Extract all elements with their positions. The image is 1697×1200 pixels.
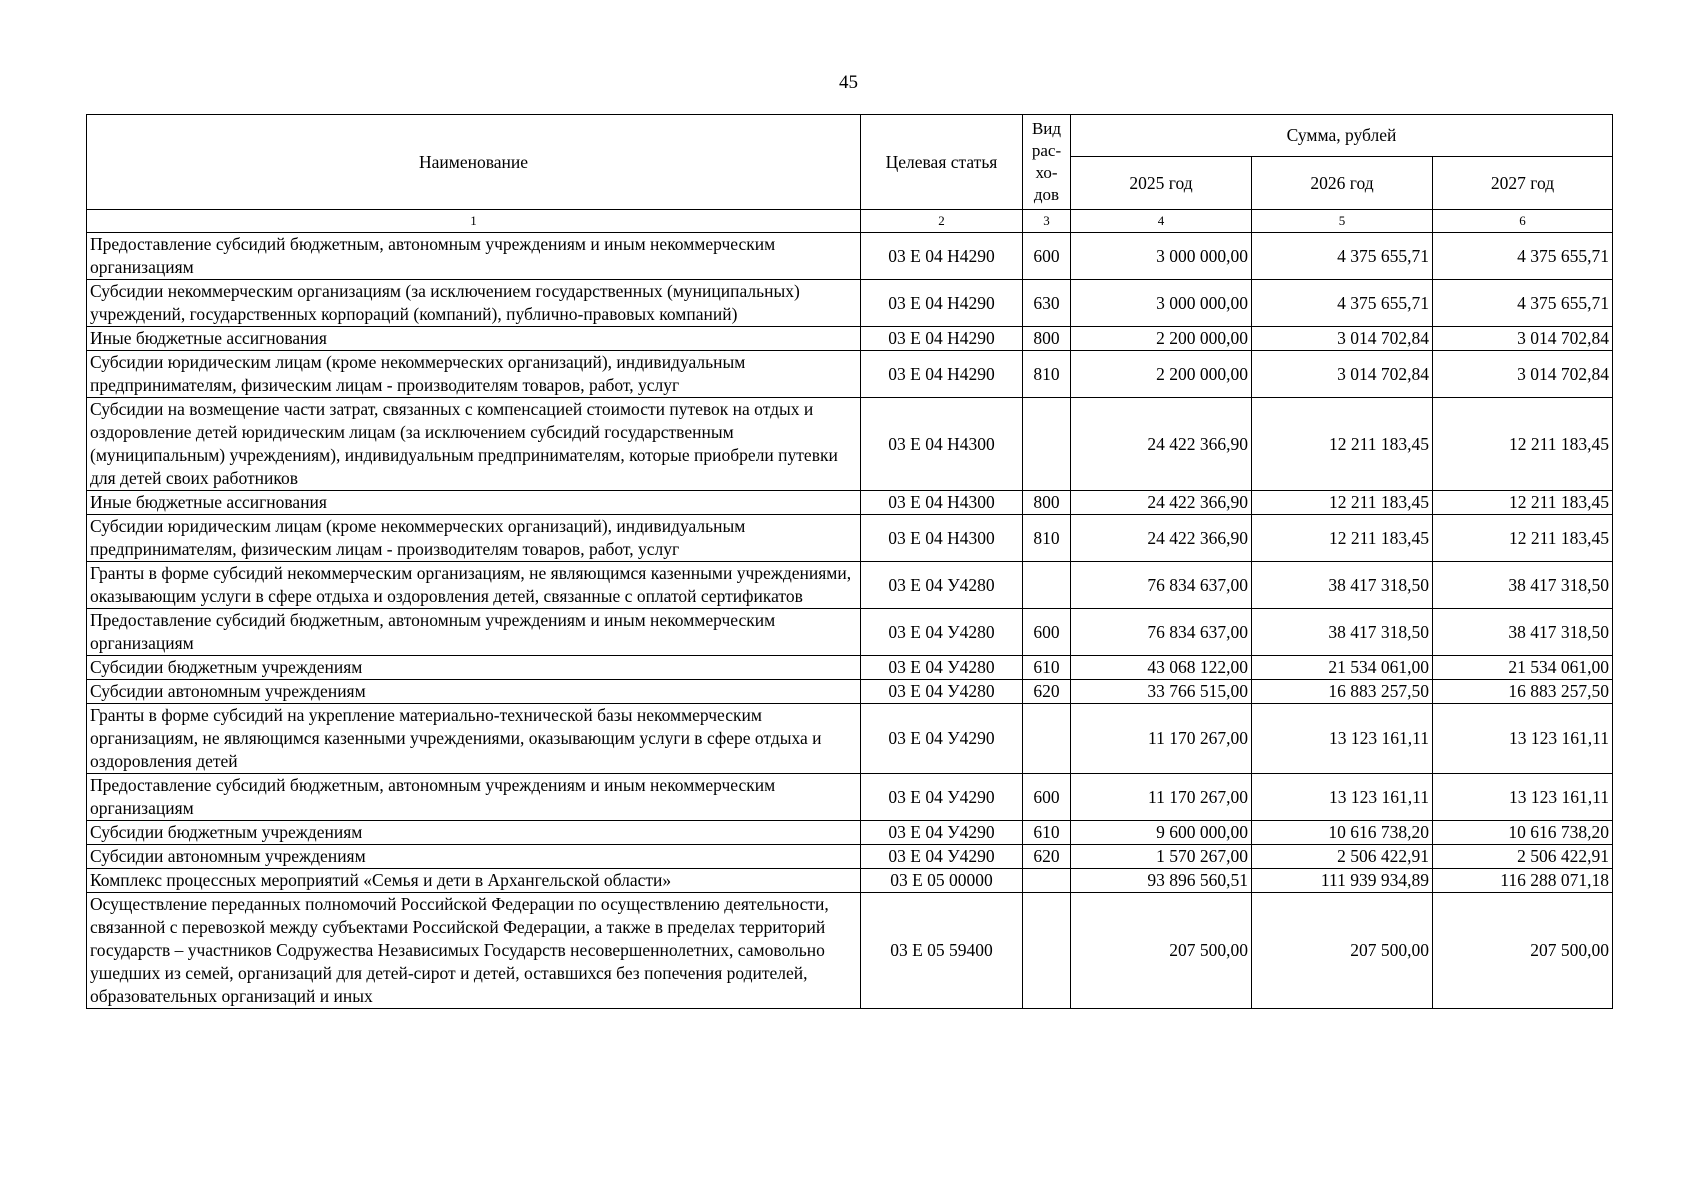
row-target-article: 03 Е 04 Н4300 <box>861 398 1023 491</box>
column-number: 6 <box>1433 210 1613 233</box>
row-sum-2025: 3 000 000,00 <box>1071 280 1252 327</box>
table-row <box>87 680 1613 704</box>
table-row <box>87 821 1613 845</box>
row-sum-2027: 13 123 161,11 <box>1433 774 1613 821</box>
table-row <box>87 280 1613 327</box>
header-expense-type: Вид рас-хо-дов <box>1023 115 1071 210</box>
row-expense-type <box>1023 704 1071 774</box>
row-name: Иные бюджетные ассигнования <box>87 491 861 515</box>
table-row <box>87 515 1613 562</box>
row-expense-type: 800 <box>1023 491 1071 515</box>
row-target-article: 03 Е 04 У4290 <box>861 704 1023 774</box>
row-sum-2026: 10 616 738,20 <box>1252 821 1433 845</box>
row-target-article: 03 Е 04 У4280 <box>861 680 1023 704</box>
row-expense-type: 630 <box>1023 280 1071 327</box>
row-target-article: 03 Е 04 Н4300 <box>861 491 1023 515</box>
row-sum-2025: 24 422 366,90 <box>1071 515 1252 562</box>
table-row <box>87 609 1613 656</box>
row-target-article: 03 Е 04 У4290 <box>861 821 1023 845</box>
row-sum-2026: 4 375 655,71 <box>1252 280 1433 327</box>
row-expense-type <box>1023 893 1071 1009</box>
row-sum-2026: 2 506 422,91 <box>1252 845 1433 869</box>
row-sum-2025: 3 000 000,00 <box>1071 233 1252 280</box>
row-name: Субсидии некоммерческим организациям (за исключением государственных (муниципальных) учреждений, государственных корпораций (компаний), публично-правовых компаний) <box>87 280 861 327</box>
row-sum-2026: 111 939 934,89 <box>1252 869 1433 893</box>
row-target-article: 03 Е 05 00000 <box>861 869 1023 893</box>
row-sum-2027: 12 211 183,45 <box>1433 515 1613 562</box>
row-sum-2025: 93 896 560,51 <box>1071 869 1252 893</box>
row-sum-2027: 4 375 655,71 <box>1433 280 1613 327</box>
row-sum-2027: 3 014 702,84 <box>1433 327 1613 351</box>
column-number: 2 <box>861 210 1023 233</box>
row-sum-2025: 11 170 267,00 <box>1071 774 1252 821</box>
row-name: Гранты в форме субсидий некоммерческим организациям, не являющимся казенными учреждениями, оказывающим услуги в сфере отдыха и оздоровления детей, связанные с оплатой сертификатов <box>87 562 861 609</box>
row-sum-2025: 24 422 366,90 <box>1071 398 1252 491</box>
column-number: 3 <box>1023 210 1071 233</box>
row-sum-2026: 13 123 161,11 <box>1252 774 1433 821</box>
row-target-article: 03 Е 04 У4280 <box>861 656 1023 680</box>
row-sum-2026: 38 417 318,50 <box>1252 609 1433 656</box>
table-row <box>87 233 1613 280</box>
row-name: Предоставление субсидий бюджетным, автономным учреждениям и иным некоммерческим организациям <box>87 609 861 656</box>
header-sum: Сумма, рублей <box>1071 115 1613 157</box>
row-name: Субсидии на возмещение части затрат, связанных с компенсацией стоимости путевок на отдых и оздоровление детей юридическим лицам (за исключением субсидий государственным (муниципальным) учреждениям), индивидуальным предпринимателям, которые приобрели путевки для детей своих работников <box>87 398 861 491</box>
row-expense-type: 810 <box>1023 515 1071 562</box>
row-sum-2027: 16 883 257,50 <box>1433 680 1613 704</box>
row-sum-2025: 9 600 000,00 <box>1071 821 1252 845</box>
row-sum-2026: 207 500,00 <box>1252 893 1433 1009</box>
row-sum-2026: 21 534 061,00 <box>1252 656 1433 680</box>
row-target-article: 03 Е 04 Н4290 <box>861 327 1023 351</box>
row-target-article: 03 Е 04 Н4290 <box>861 351 1023 398</box>
row-sum-2027: 12 211 183,45 <box>1433 398 1613 491</box>
row-expense-type <box>1023 398 1071 491</box>
row-name: Субсидии бюджетным учреждениям <box>87 821 861 845</box>
row-expense-type: 620 <box>1023 680 1071 704</box>
header-year-2027: 2027 год <box>1433 157 1613 210</box>
table-row <box>87 704 1613 774</box>
row-expense-type: 600 <box>1023 233 1071 280</box>
row-sum-2027: 10 616 738,20 <box>1433 821 1613 845</box>
row-target-article: 03 Е 04 У4290 <box>861 774 1023 821</box>
row-sum-2026: 13 123 161,11 <box>1252 704 1433 774</box>
row-name: Гранты в форме субсидий на укрепление материально-технической базы некоммерческим организациям, не являющимся казенными учреждениями, оказывающим услуги в сфере отдыха и оздоровления детей <box>87 704 861 774</box>
column-number: 1 <box>87 210 861 233</box>
row-sum-2025: 1 570 267,00 <box>1071 845 1252 869</box>
row-target-article: 03 Е 04 У4290 <box>861 845 1023 869</box>
table-row <box>87 327 1613 351</box>
page-number: 45 <box>839 72 858 93</box>
row-sum-2026: 16 883 257,50 <box>1252 680 1433 704</box>
row-name: Субсидии автономным учреждениям <box>87 680 861 704</box>
row-expense-type: 600 <box>1023 774 1071 821</box>
row-name: Субсидии юридическим лицам (кроме некоммерческих организаций), индивидуальным предпринимателям, физическим лицам - производителям товаров, работ, услуг <box>87 515 861 562</box>
column-number: 5 <box>1252 210 1433 233</box>
row-sum-2027: 38 417 318,50 <box>1433 609 1613 656</box>
row-sum-2025: 11 170 267,00 <box>1071 704 1252 774</box>
row-target-article: 03 Е 04 У4280 <box>861 609 1023 656</box>
row-sum-2025: 76 834 637,00 <box>1071 562 1252 609</box>
table-body <box>87 233 1613 1009</box>
row-sum-2027: 13 123 161,11 <box>1433 704 1613 774</box>
table-row <box>87 656 1613 680</box>
row-sum-2025: 24 422 366,90 <box>1071 491 1252 515</box>
row-name: Комплекс процессных мероприятий «Семья и дети в Архангельской области» <box>87 869 861 893</box>
row-sum-2026: 3 014 702,84 <box>1252 351 1433 398</box>
table-row <box>87 893 1613 1009</box>
row-name: Иные бюджетные ассигнования <box>87 327 861 351</box>
row-sum-2025: 207 500,00 <box>1071 893 1252 1009</box>
header-year-2025: 2025 год <box>1071 157 1252 210</box>
row-target-article: 03 Е 04 Н4290 <box>861 233 1023 280</box>
row-expense-type: 610 <box>1023 656 1071 680</box>
row-sum-2025: 2 200 000,00 <box>1071 351 1252 398</box>
row-name: Предоставление субсидий бюджетным, автономным учреждениям и иным некоммерческим организациям <box>87 233 861 280</box>
row-sum-2025: 33 766 515,00 <box>1071 680 1252 704</box>
column-number: 4 <box>1071 210 1252 233</box>
table-row <box>87 562 1613 609</box>
row-name: Предоставление субсидий бюджетным, автономным учреждениям и иным некоммерческим организациям <box>87 774 861 821</box>
table-row <box>87 845 1613 869</box>
row-name: Субсидии бюджетным учреждениям <box>87 656 861 680</box>
row-name: Субсидии автономным учреждениям <box>87 845 861 869</box>
row-sum-2027: 116 288 071,18 <box>1433 869 1613 893</box>
row-sum-2027: 12 211 183,45 <box>1433 491 1613 515</box>
table-row <box>87 351 1613 398</box>
row-expense-type: 800 <box>1023 327 1071 351</box>
row-target-article: 03 Е 04 У4280 <box>861 562 1023 609</box>
row-expense-type: 610 <box>1023 821 1071 845</box>
table-row <box>87 869 1613 893</box>
row-sum-2027: 2 506 422,91 <box>1433 845 1613 869</box>
row-sum-2027: 4 375 655,71 <box>1433 233 1613 280</box>
row-expense-type: 620 <box>1023 845 1071 869</box>
row-sum-2026: 12 211 183,45 <box>1252 491 1433 515</box>
row-expense-type <box>1023 869 1071 893</box>
row-target-article: 03 Е 05 59400 <box>861 893 1023 1009</box>
row-sum-2026: 12 211 183,45 <box>1252 398 1433 491</box>
row-sum-2026: 12 211 183,45 <box>1252 515 1433 562</box>
row-sum-2027: 3 014 702,84 <box>1433 351 1613 398</box>
header-year-2026: 2026 год <box>1252 157 1433 210</box>
budget-table <box>86 114 1613 1009</box>
row-name: Субсидии юридическим лицам (кроме некоммерческих организаций), индивидуальным предпринимателям, физическим лицам - производителям товаров, работ, услуг <box>87 351 861 398</box>
row-sum-2026: 4 375 655,71 <box>1252 233 1433 280</box>
header-name: Наименование <box>87 115 861 210</box>
header-target-article: Целевая статья <box>861 115 1023 210</box>
table-row <box>87 398 1613 491</box>
row-target-article: 03 Е 04 Н4290 <box>861 280 1023 327</box>
row-expense-type: 810 <box>1023 351 1071 398</box>
table-row <box>87 774 1613 821</box>
row-sum-2026: 3 014 702,84 <box>1252 327 1433 351</box>
row-sum-2025: 2 200 000,00 <box>1071 327 1252 351</box>
row-sum-2027: 38 417 318,50 <box>1433 562 1613 609</box>
column-number-row <box>87 210 1613 233</box>
row-expense-type <box>1023 562 1071 609</box>
row-expense-type: 600 <box>1023 609 1071 656</box>
row-sum-2027: 207 500,00 <box>1433 893 1613 1009</box>
row-sum-2025: 43 068 122,00 <box>1071 656 1252 680</box>
row-sum-2026: 38 417 318,50 <box>1252 562 1433 609</box>
row-sum-2025: 76 834 637,00 <box>1071 609 1252 656</box>
row-target-article: 03 Е 04 Н4300 <box>861 515 1023 562</box>
row-sum-2027: 21 534 061,00 <box>1433 656 1613 680</box>
table-row <box>87 491 1613 515</box>
table-header <box>87 115 1613 233</box>
row-name: Осуществление переданных полномочий Российской Федерации по осуществлению деятельности, связанной с перевозкой между субъектами Российской Федерации, а также в пределах территорий государств – участников Содружества Независимых Государств несовершеннолетних, самовольно ушедших из семей, организаций для детей-сирот и детей, оставшихся без попечения родителей, образовательных организаций и иных <box>87 893 861 1009</box>
